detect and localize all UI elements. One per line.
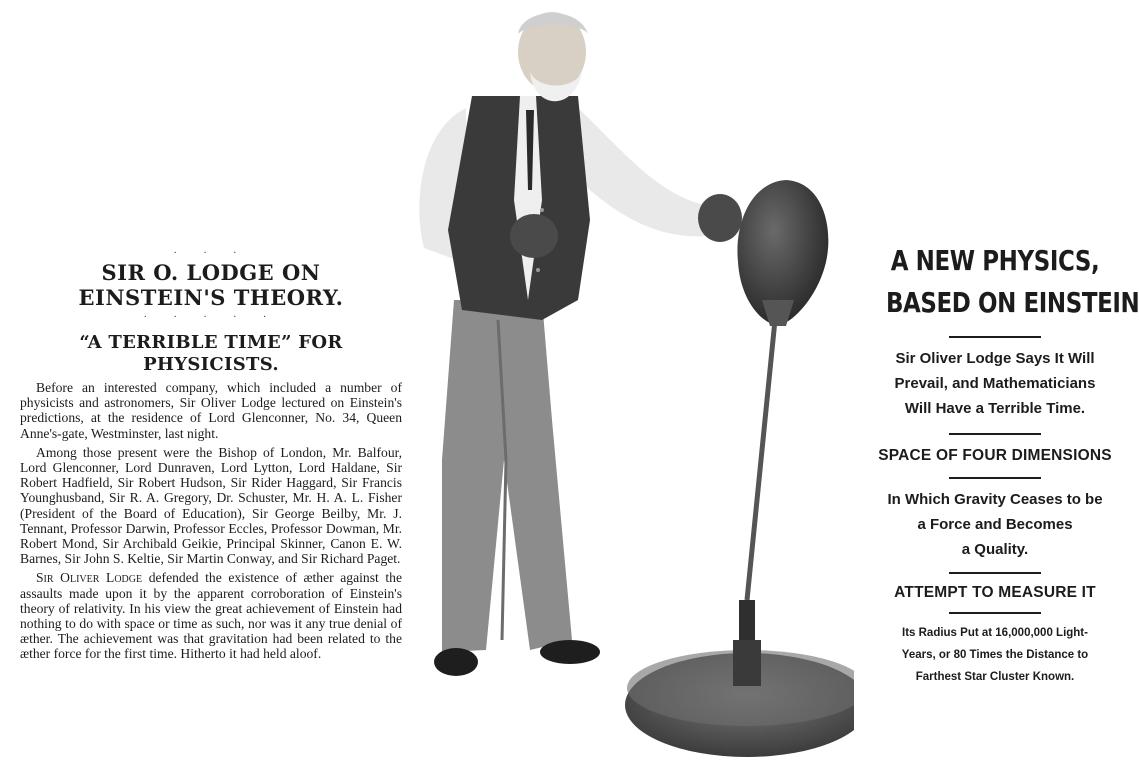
- ornament-dots: · · ·: [173, 248, 249, 259]
- left-paragraph-1: Before an interested company, which included a number of physicists and astronomers, Sir Oliver Lodge lectured on Einstein's predictions, at the residence of Lord Glenconner, No. 34, Queen Anne's-gate, Westminster, last night.: [20, 380, 402, 441]
- boxer-with-punching-bag-photo: [402, 0, 854, 768]
- right-deck2: SPACE OF FOUR DIMENSIONS: [878, 447, 1112, 464]
- right-headline-line2: BASED ON EINSTEIN: [885, 286, 1139, 319]
- right-shoe: [540, 640, 600, 664]
- right-deck1-line3: Will Have a Terrible Time.: [904, 400, 1086, 417]
- right-deck3-line2: a Force and Becomes: [917, 516, 1073, 533]
- left-subhead-line1: “A TERRIBLE TIME” FOR: [79, 332, 343, 353]
- right-sleeve: [578, 108, 712, 236]
- right-article: [862, 240, 1139, 768]
- left-headline-line1: SIR O. LODGE ON: [101, 260, 321, 285]
- right-glove: [698, 194, 742, 242]
- left-headline-line2: EINSTEIN'S THEORY.: [78, 285, 344, 310]
- left-shoe: [434, 648, 478, 676]
- right-deck1-line1: Sir Oliver Lodge Says It Will: [895, 350, 1095, 367]
- right-deck1-line2: Prevail, and Mathematicians: [894, 375, 1096, 392]
- right-deck5-line1: Its Radius Put at 16,000,000 Light-: [902, 627, 1088, 639]
- right-headline-line1: A NEW PHYSICS,: [890, 244, 1100, 277]
- right-deck5-line2: Years, or 80 Times the Distance to: [901, 649, 1089, 661]
- left-paragraph-3-lead: Sir Oliver Lodge: [36, 570, 143, 586]
- photo-illustration: [402, 0, 854, 768]
- left-glove: [510, 214, 558, 258]
- ornament-dots: · · · · ·: [143, 312, 279, 323]
- right-deck4: ATTEMPT TO MEASURE IT: [894, 584, 1096, 601]
- left-paragraph-2: Among those present were the Bishop of London, Mr. Balfour, Lord Glenconner, Lord Dunraven, Lord Lytton, Lord Haldane, Sir Robert Hadfield, Sir Robert Hudson, Sir Rider Haggard, Sir Francis Younghusband, Sir R. A. Gregory, Dr. Schuster, Mr. H. A. L. Fisher (President of the Board of Education), Sir George Beilby, Mr. J. Tennant, Professor Darwin, Professor Eccles, Professor Dowman, Mr. Robert Mond, Sir Archibald Geikie, Principal Skinner, Canon E. W. Barnes, Sir John S. Keltie, Sir Martin Conway, and Sir Richard Paget.: [20, 444, 402, 567]
- left-article: [20, 246, 402, 768]
- bag-pole: [747, 320, 775, 600]
- left-subhead-line2: PHYSICISTS.: [143, 354, 279, 375]
- left-paragraph-3: [20, 570, 402, 661]
- right-deck3-line1: In Which Gravity Ceases to be: [887, 491, 1103, 508]
- left-paragraph-3-body: defended the existence of æther against the assaults made upon it by the apparent corroboration of Einstein's theory of relativity. In his view the great achievement of Einstein had nothing to do with space or time as such, nor was it any true denial of æther. The achievement was that gravitation had been related to the æther force for the first time. Hitherto it had held aloof.: [20, 570, 402, 662]
- right-deck5-line3: Farthest Star Cluster Known.: [915, 671, 1075, 683]
- right-deck3-line3: a Quality.: [961, 541, 1029, 558]
